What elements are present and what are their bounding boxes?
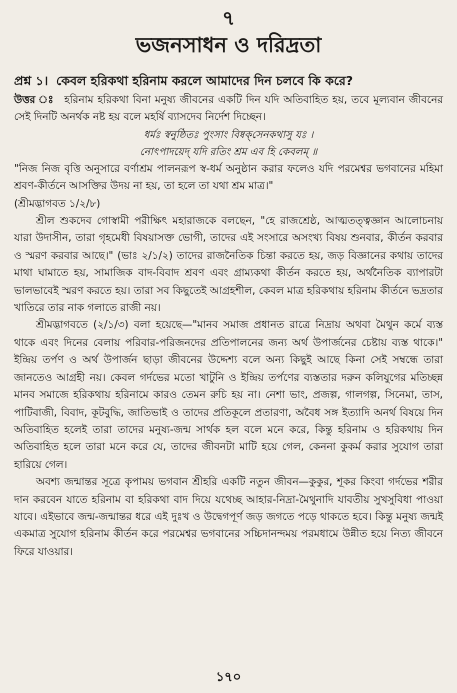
paragraph-bhagavat: শ্রীমদ্ভাগবতে (২/১/৩) বলা হয়েছে—"মানব সমাজ প্রধানত রাত্রে নিদ্রায় অথবা মৈথুন কর্মে ব্যস্ত থাকে এবং দিনের বেলায় পরিবার-পরিজনদের প্রতিপালনের জন্য অর্থ উপার্জনের চেষ্টায় ব্যস্ত থাকে।" ইন্দ্রিয় তর্পণ ও অর্থ উপার্জন ছাড়া জীবনের উদ্দেশ্য বলে অন্য কিছুই আছে কিনা সেই সম্বন্ধে তারা জানতেও আগ্রহী নয়। কেবল গর্দভের মতো খাটুনি ও ইন্দ্রিয় তর্পণের ব্যস্ততার দরুন কলিযুগের মতিচ্ছন্ন মানব সমাজে হরিকথায় হরিনামে কারও তেমন রুচি হয় না। নেশা ভাং, প্রজল্প, গালগল্প, সিনেমা, তাস, পাটিবাজী, বিবাদ, কূটবুদ্ধি, জাতিভাই ও তাদের প্রতিকূলে প্রতারণা, অবৈধ সঙ্গ ইত্যাদি অনর্থ বিষয়ে দিন অতিবাহিত হলেই তারা তাদের মনুষ্য-জন্ম সার্থক হল বলে মনে করে, কিন্তু হরিনাম ও হরিকথায় দিন অতিবাহিত হলে তারা মনে করে যে, তাদের জীবনটা মাটি হয়ে গেল, কেননা কুকর্ম করার সুযোগ তারা হারিয়ে গেল। (14, 319, 443, 471)
paragraph-final: অবশ্য জন্মান্তর সূত্রে কৃপাময় ভগবান শ্রীহরি একটি নতুন জীবন—কুকুর, শূকর কিংবা গর্দভের শরীর দান করবেন যাতে হরিনাম বা হরিকথা বাদ দিয়ে যথেচ্ছ আহার-নিদ্রা-মৈথুনাদি যাবতীয় সুখসুবিধা পাওয়া যাবে। এইভাবে জন্ম-জন্মান্তর ধরে এই দুঃখ ও উদ্বেগপূর্ণ জড় জগতে পড়ে থাকতে হবে। কিন্তু মনুষ্য জন্মই একমাত্র সুযোগ হরিনাম কীর্তন করে পরমেশ্বর ভগবানের সচ্চিদানন্দময় পরমধামে উন্নীত হয়ে নিত্য জীবনে ফিরে যাওয়ার। (14, 476, 443, 558)
chapter-number: ৭ (221, 6, 235, 30)
page-number: ১৭০ (215, 670, 242, 685)
sanskrit-verse-line-2: নোৎপাদয়েদ্‌ যদি রতিং শ্রম এব হি কেবলম্‌ ॥ (139, 146, 318, 158)
verse-translation: "নিজ নিজ বৃত্তি অনুসারে বর্ণাশ্রম পালনরূপ স্ব-ধর্ম অনুষ্ঠান করার ফলেও যদি পরমেশ্বর ভগবানের মহিমা শ্রবণ-কীর্তনে আসক্তির উদয় না হয়, তা হলে তা যথা শ্রম মাত্র।" (14, 162, 443, 193)
chapter-title: ভজনসাধন ও দরিদ্রতা (135, 33, 322, 57)
verse-citation: (শ্রীমদ্ভাগবত ১/২/৮) (14, 197, 101, 210)
answer-label: উত্তর ঃ (14, 94, 55, 106)
question-label: প্রশ্ন ১। (14, 73, 49, 88)
paragraph-sukadeva: শ্রীল শুকদেব গোস্বামী পরীক্ষিৎ মহারাজকে বলছেন, "হে রাজশ্রেষ্ঠ, আত্মতত্ত্বজ্ঞান আলোচনায় যারা উদাসীন, তারা গৃহমেধী বিষয়াসক্ত ভোগী, তাদের এই সংসারে অসংখ্য বিষয় শুনবার, কীর্তন করবার ও স্মরণ করবার আছে।" (ভাঃ ২/১/২) তাদের রাজনৈতিক চিন্তা করতে হয়, জড় বিজ্ঞানের কথায় তাদের মাথা ঘামাতে হয়, সামাজিক বাদ-বিবাদ শ্রবণ এবং গ্রাম্যকথা কীর্তন করতে হয়, অর্থনৈতিক ব্যাপারটা ভালভাবেই স্মরণ করতে হয়। তারা সব কিছুতেই আগ্রহশীল, কেবল মাত্র হরিকথায় হরিনাম কীর্তনে ভদ্রতার খাতিরে তার নাক গলাতে রাজী নয়। (14, 215, 443, 315)
question-text: কেবল হরিকথা হরিনাম করলে আমাদের দিন চলবে কি করে? (56, 73, 354, 88)
answer-paragraph (14, 92, 443, 127)
question (14, 72, 443, 90)
sanskrit-verse-line-1: ধর্মঃ স্বনুষ্ঠিতঃ পুংসাং বিষ্বক্‌সেনকথাসু যঃ । (143, 129, 314, 141)
answer-text: হরিনাম হরিকথা বিনা মনুষ্য জীবনের একটি দিন যদি অতিবাহিত হয়, তবে মূল্যবান জীবনের সেই দিনটি অনর্থক নষ্ট হয় বলে মহর্ষি ব্যাসদেব নির্দেশ দিচ্ছেন। (14, 94, 443, 124)
